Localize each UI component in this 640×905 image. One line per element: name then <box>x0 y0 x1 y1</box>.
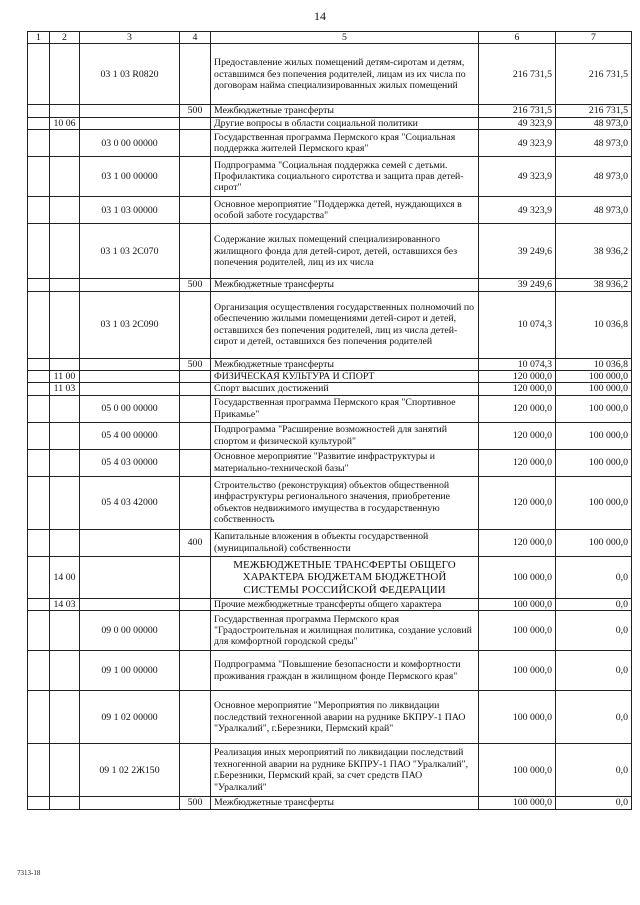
expense-type-cell <box>180 422 211 449</box>
subsection-cell: 11 00 <box>50 371 80 383</box>
target-article-cell <box>80 105 180 117</box>
amount-2019-cell: 120 000,0 <box>479 383 556 395</box>
amount-2019-cell: 100 000,0 <box>479 797 556 809</box>
expense-type-cell <box>180 383 211 395</box>
expense-type-cell <box>180 130 211 157</box>
target-article-cell: 03 1 03 2С090 <box>80 291 180 358</box>
amount-2020-cell: 100 000,0 <box>556 422 632 449</box>
item-name-cell: Другие вопросы в области социальной политики <box>211 117 479 129</box>
table-row <box>28 395 632 422</box>
column-header: 4 <box>180 32 211 44</box>
amount-2019-cell: 120 000,0 <box>479 422 556 449</box>
target-article-cell <box>80 358 180 370</box>
subsection-cell <box>50 529 80 556</box>
section-cell <box>28 556 50 598</box>
subsection-cell <box>50 44 80 105</box>
table-row <box>28 797 632 809</box>
item-name-cell: Государственная программа Пермского края "Градостроительная и жилищная политика, создание условий для комфортной городской среды" <box>211 611 479 651</box>
amount-2020-cell: 216 731,5 <box>556 44 632 105</box>
amount-2020-cell: 48 973,0 <box>556 117 632 129</box>
subsection-cell <box>50 476 80 529</box>
section-cell <box>28 529 50 556</box>
item-name-cell: МЕЖБЮДЖЕТНЫЕ ТРАНСФЕРТЫ ОБЩЕГО ХАРАКТЕРА БЮДЖЕТАМ БЮДЖЕТНОЙ СИСТЕМЫ РОССИЙСКОЙ ФЕДЕРАЦИИ <box>211 556 479 598</box>
expense-type-cell <box>180 611 211 651</box>
target-article-cell <box>80 556 180 598</box>
subsection-cell <box>50 449 80 476</box>
table-row <box>28 744 632 797</box>
section-cell <box>28 224 50 279</box>
expense-type-cell <box>180 224 211 279</box>
item-name-cell: Основное мероприятие "Поддержка детей, нуждающихся в особой заботе государства" <box>211 197 479 224</box>
section-cell <box>28 157 50 197</box>
item-name-cell: Предоставление жилых помещений детям-сиротам и детям, оставшимся без попечения родителей, лицам из их числа по договорам найма специализированных жилых помещений <box>211 44 479 105</box>
section-cell <box>28 611 50 651</box>
amount-2020-cell: 0,0 <box>556 611 632 651</box>
item-name-cell: Подпрограмма "Повышение безопасности и комфортности проживания граждан в жилищном фонде Пермского края" <box>211 651 479 691</box>
amount-2020-cell: 0,0 <box>556 691 632 744</box>
amount-2020-cell: 0,0 <box>556 651 632 691</box>
amount-2019-cell: 100 000,0 <box>479 651 556 691</box>
section-cell <box>28 279 50 291</box>
amount-2019-cell: 49 323,9 <box>479 157 556 197</box>
item-name-cell: Подпрограмма "Расширение возможностей для занятий спортом и физической культурой" <box>211 422 479 449</box>
subsection-cell: 10 06 <box>50 117 80 129</box>
amount-2020-cell: 216 731,5 <box>556 105 632 117</box>
subsection-cell <box>50 797 80 809</box>
target-article-cell: 05 4 03 42000 <box>80 476 180 529</box>
item-name-cell: Межбюджетные трансферты <box>211 279 479 291</box>
section-cell <box>28 449 50 476</box>
section-cell <box>28 691 50 744</box>
amount-2019-cell: 39 249,6 <box>479 279 556 291</box>
column-header: 1 <box>28 32 50 44</box>
section-cell <box>28 371 50 383</box>
amount-2019-cell: 216 731,5 <box>479 105 556 117</box>
item-name-cell: Основное мероприятие "Развитие инфраструктуры и материально-технической базы" <box>211 449 479 476</box>
table-row <box>28 691 632 744</box>
section-cell <box>28 598 50 610</box>
table-row <box>28 358 632 370</box>
table-row <box>28 105 632 117</box>
amount-2019-cell: 100 000,0 <box>479 611 556 651</box>
target-article-cell <box>80 371 180 383</box>
item-name-cell: Реализация иных мероприятий по ликвидации последствий техногенной аварии на руднике БКПРУ-1 ПАО "Уралкалий", г.Березники, Пермский край, за счет средств ПАО "Уралкалий" <box>211 744 479 797</box>
expense-type-cell <box>180 395 211 422</box>
amount-2020-cell: 48 973,0 <box>556 197 632 224</box>
target-article-cell: 09 1 00 00000 <box>80 651 180 691</box>
section-cell <box>28 358 50 370</box>
item-name-cell: Межбюджетные трансферты <box>211 797 479 809</box>
amount-2020-cell: 38 936,2 <box>556 224 632 279</box>
section-cell <box>28 197 50 224</box>
section-cell <box>28 395 50 422</box>
target-article-cell <box>80 279 180 291</box>
item-name-cell: Межбюджетные трансферты <box>211 358 479 370</box>
amount-2019-cell: 216 731,5 <box>479 44 556 105</box>
amount-2019-cell: 100 000,0 <box>479 691 556 744</box>
item-name-cell: Государственная программа Пермского края "Спортивное Прикамье" <box>211 395 479 422</box>
expense-type-cell <box>180 44 211 105</box>
amount-2020-cell: 100 000,0 <box>556 449 632 476</box>
amount-2019-cell: 120 000,0 <box>479 449 556 476</box>
expense-type-cell <box>180 371 211 383</box>
table-row <box>28 476 632 529</box>
table-row <box>28 291 632 358</box>
amount-2020-cell: 48 973,0 <box>556 157 632 197</box>
item-name-cell: Организация осуществления государственных полномочий по обеспечению жилыми помещениями детей-сирот и детей, оставшихся без попечения родителей, лиц из числа детей-сирот и детей, оставшихся без попечения родителей <box>211 291 479 358</box>
amount-2020-cell: 0,0 <box>556 598 632 610</box>
target-article-cell: 09 0 00 00000 <box>80 611 180 651</box>
subsection-cell <box>50 157 80 197</box>
expense-type-cell: 500 <box>180 797 211 809</box>
subsection-cell <box>50 611 80 651</box>
expense-type-cell <box>180 744 211 797</box>
item-name-cell: Содержание жилых помещений специализированного жилищного фонда для детей-сирот, детей, оставшихся без попечения родителей, лиц из их числа <box>211 224 479 279</box>
item-name-cell: Спорт высших достижений <box>211 383 479 395</box>
amount-2020-cell: 100 000,0 <box>556 371 632 383</box>
section-cell <box>28 291 50 358</box>
table-row <box>28 44 632 105</box>
item-name-cell: Строительство (реконструкция) объектов общественной инфраструктуры регионального значения, приобретение объектов недвижимого имущества в государственную собственность <box>211 476 479 529</box>
amount-2019-cell: 120 000,0 <box>479 371 556 383</box>
page-number: 14 <box>314 9 326 23</box>
section-cell <box>28 105 50 117</box>
expense-type-cell <box>180 598 211 610</box>
amount-2020-cell: 0,0 <box>556 744 632 797</box>
subsection-cell <box>50 744 80 797</box>
amount-2019-cell: 100 000,0 <box>479 598 556 610</box>
target-article-cell: 05 4 00 00000 <box>80 422 180 449</box>
target-article-cell: 03 1 03 2С070 <box>80 224 180 279</box>
budget-table <box>27 31 632 810</box>
table-row <box>28 197 632 224</box>
subsection-cell: 11 03 <box>50 383 80 395</box>
amount-2020-cell: 100 000,0 <box>556 476 632 529</box>
target-article-cell <box>80 383 180 395</box>
amount-2020-cell: 38 936,2 <box>556 279 632 291</box>
subsection-cell <box>50 651 80 691</box>
section-cell <box>28 476 50 529</box>
column-header: 5 <box>211 32 479 44</box>
amount-2019-cell: 49 323,9 <box>479 197 556 224</box>
expense-type-cell <box>180 556 211 598</box>
item-name-cell: Прочие межбюджетные трансферты общего характера <box>211 598 479 610</box>
target-article-cell: 03 1 03 R0820 <box>80 44 180 105</box>
expense-type-cell: 400 <box>180 529 211 556</box>
expense-type-cell: 500 <box>180 358 211 370</box>
subsection-cell <box>50 105 80 117</box>
table-row <box>28 556 632 598</box>
table-row <box>28 279 632 291</box>
amount-2020-cell: 10 036,8 <box>556 291 632 358</box>
table-row <box>28 157 632 197</box>
expense-type-cell <box>180 449 211 476</box>
section-cell <box>28 651 50 691</box>
section-cell <box>28 797 50 809</box>
subsection-cell <box>50 224 80 279</box>
amount-2020-cell: 0,0 <box>556 556 632 598</box>
amount-2019-cell: 39 249,6 <box>479 224 556 279</box>
amount-2020-cell: 100 000,0 <box>556 529 632 556</box>
item-name-cell: ФИЗИЧЕСКАЯ КУЛЬТУРА И СПОРТ <box>211 371 479 383</box>
amount-2020-cell: 10 036,8 <box>556 358 632 370</box>
expense-type-cell <box>180 291 211 358</box>
column-header: 6 <box>479 32 556 44</box>
subsection-cell <box>50 197 80 224</box>
target-article-cell <box>80 598 180 610</box>
item-name-cell: Основное мероприятие "Мероприятия по ликвидации последствий техногенной аварии на руднике БКПРУ-1 ПАО "Уралкалий", г.Березники, Пермский край" <box>211 691 479 744</box>
target-article-cell <box>80 529 180 556</box>
section-cell <box>28 422 50 449</box>
expense-type-cell: 500 <box>180 279 211 291</box>
amount-2020-cell: 100 000,0 <box>556 383 632 395</box>
amount-2020-cell: 48 973,0 <box>556 130 632 157</box>
table-row <box>28 598 632 610</box>
target-article-cell: 03 1 03 00000 <box>80 197 180 224</box>
subsection-cell <box>50 279 80 291</box>
table-header-row <box>28 32 632 44</box>
table-row <box>28 224 632 279</box>
subsection-cell <box>50 395 80 422</box>
subsection-cell <box>50 691 80 744</box>
amount-2019-cell: 100 000,0 <box>479 556 556 598</box>
subsection-cell: 14 03 <box>50 598 80 610</box>
table-row <box>28 449 632 476</box>
expense-type-cell <box>180 117 211 129</box>
amount-2019-cell: 49 323,9 <box>479 117 556 129</box>
document-code: 7313-18 <box>17 869 41 877</box>
table-row <box>28 117 632 129</box>
subsection-cell <box>50 130 80 157</box>
item-name-cell: Подпрограмма "Социальная поддержка семей с детьми. Профилактика социального сиротства и защита прав детей-сирот" <box>211 157 479 197</box>
subsection-cell <box>50 422 80 449</box>
subsection-cell <box>50 291 80 358</box>
target-article-cell: 03 1 00 00000 <box>80 157 180 197</box>
section-cell <box>28 383 50 395</box>
expense-type-cell <box>180 157 211 197</box>
expense-type-cell <box>180 197 211 224</box>
item-name-cell: Капитальные вложения в объекты государственной (муниципальной) собственности <box>211 529 479 556</box>
item-name-cell: Государственная программа Пермского края "Социальная поддержка жителей Пермского края" <box>211 130 479 157</box>
table-row <box>28 422 632 449</box>
table-row <box>28 529 632 556</box>
amount-2019-cell: 100 000,0 <box>479 744 556 797</box>
expense-type-cell <box>180 691 211 744</box>
table-row <box>28 130 632 157</box>
amount-2019-cell: 120 000,0 <box>479 395 556 422</box>
column-header: 3 <box>80 32 180 44</box>
amount-2019-cell: 49 323,9 <box>479 130 556 157</box>
target-article-cell: 03 0 00 00000 <box>80 130 180 157</box>
target-article-cell: 05 4 03 00000 <box>80 449 180 476</box>
target-article-cell: 09 1 02 00000 <box>80 691 180 744</box>
amount-2020-cell: 100 000,0 <box>556 395 632 422</box>
target-article-cell: 09 1 02 2Ж150 <box>80 744 180 797</box>
section-cell <box>28 130 50 157</box>
table-row <box>28 371 632 383</box>
amount-2019-cell: 120 000,0 <box>479 476 556 529</box>
target-article-cell <box>80 117 180 129</box>
section-cell <box>28 117 50 129</box>
item-name-cell: Межбюджетные трансферты <box>211 105 479 117</box>
target-article-cell: 05 0 00 00000 <box>80 395 180 422</box>
section-cell <box>28 744 50 797</box>
subsection-cell <box>50 358 80 370</box>
table-row <box>28 611 632 651</box>
amount-2019-cell: 120 000,0 <box>479 529 556 556</box>
expense-type-cell <box>180 476 211 529</box>
table-row <box>28 651 632 691</box>
section-cell <box>28 44 50 105</box>
table-row <box>28 383 632 395</box>
expense-type-cell: 500 <box>180 105 211 117</box>
expense-type-cell <box>180 651 211 691</box>
column-header: 7 <box>556 32 632 44</box>
amount-2020-cell: 0,0 <box>556 797 632 809</box>
column-header: 2 <box>50 32 80 44</box>
target-article-cell <box>80 797 180 809</box>
amount-2019-cell: 10 074,3 <box>479 291 556 358</box>
subsection-cell: 14 00 <box>50 556 80 598</box>
amount-2019-cell: 10 074,3 <box>479 358 556 370</box>
